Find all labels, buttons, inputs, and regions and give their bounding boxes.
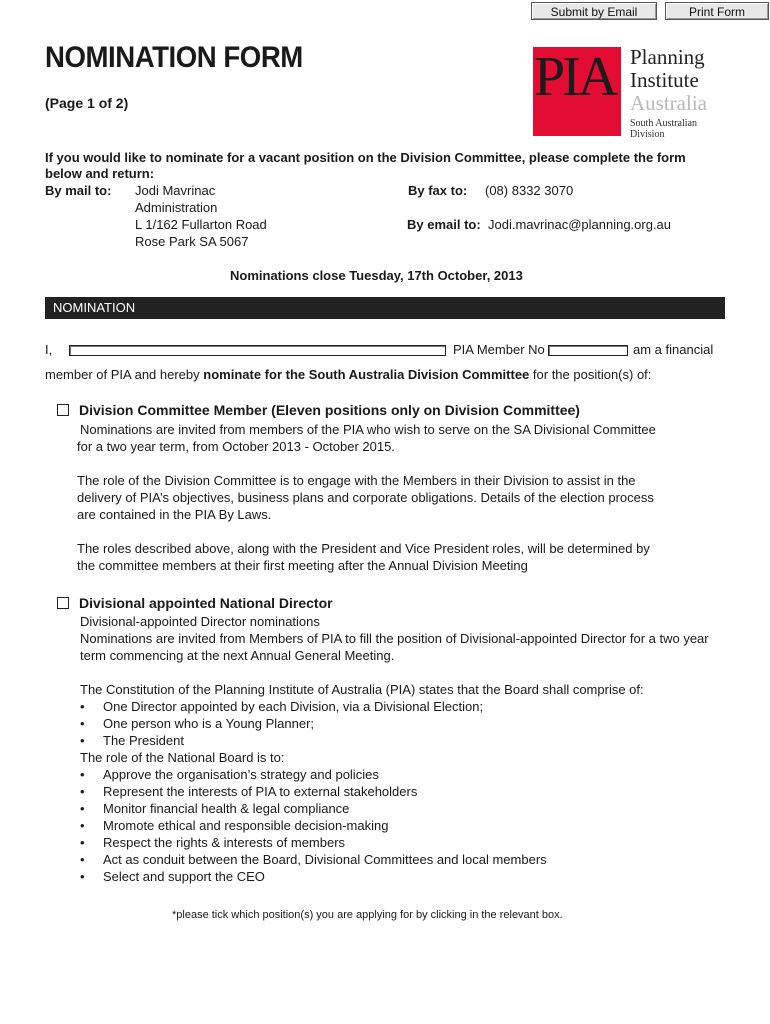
email-address: Jodi.mavrinac@planning.org.au bbox=[488, 217, 672, 232]
option1-text: delivery of PIA’s objectives, business plans and corporate obligations. Details of the election process bbox=[77, 490, 654, 505]
role-list-item: Monitor financial health & legal compliance bbox=[103, 801, 350, 816]
i-label: I, bbox=[45, 342, 53, 357]
board-list-item: The President bbox=[103, 733, 184, 748]
bullet-marker: • bbox=[80, 801, 85, 816]
submit-by-email-button[interactable]: Submit by Email bbox=[531, 2, 657, 20]
option1-text: are contained in the PIA By Laws. bbox=[77, 507, 272, 522]
bullet-marker: • bbox=[80, 835, 85, 850]
board-list-item: One person who is a Young Planner; bbox=[103, 716, 315, 731]
member-number-field[interactable] bbox=[548, 345, 628, 356]
option2-text: Divisional-appointed Director nominations bbox=[80, 614, 320, 629]
bullet-marker: • bbox=[80, 733, 85, 748]
role-label: The role of the National Board is to: bbox=[80, 750, 285, 765]
option1-text: for a two year term, from October 2013 - October 2015. bbox=[77, 439, 395, 454]
option1-text: The role of the Division Committee is to engage with the Members in their Division to assist in the bbox=[77, 473, 636, 488]
form-title: NOMINATION FORM bbox=[45, 41, 303, 74]
nomination-statement-c: for the position(s) of: bbox=[532, 367, 652, 382]
financial-text: am a financial bbox=[633, 342, 714, 357]
bullet-marker: • bbox=[80, 852, 85, 867]
member-no-label: PIA Member No bbox=[453, 342, 545, 357]
option2-text: Nominations are invited from Members of PIA to fill the position of Divisional-appointed Director for a two year bbox=[80, 631, 709, 646]
intro-line-1: If you would like to nominate for a vacant position on the Division Committee, please complete the form bbox=[45, 150, 686, 165]
footnote: *please tick which position(s) you are applying for by clicking in the relevant box. bbox=[172, 909, 563, 921]
role-list-item: Mromote ethical and responsible decision-making bbox=[103, 818, 389, 833]
option1-text: the committee members at their first meeting after the Annual Division Meeting bbox=[77, 558, 528, 573]
pia-logo-letters: PIA bbox=[534, 47, 616, 108]
role-list-item: Select and support the CEO bbox=[103, 869, 265, 884]
nominations-close: Nominations close Tuesday, 17th October, 2013 bbox=[230, 268, 523, 283]
logo-text-institute: Institute bbox=[630, 68, 699, 92]
role-list-item: Respect the rights & interests of members bbox=[103, 835, 346, 850]
bullet-marker: • bbox=[80, 784, 85, 799]
logo-text-planning: Planning bbox=[630, 45, 705, 69]
mail-address-line: Jodi Mavrinac bbox=[135, 183, 216, 198]
bullet-marker: • bbox=[80, 699, 85, 714]
role-list-item: Represent the interests of PIA to external stakeholders bbox=[103, 784, 418, 799]
page-indicator: (Page 1 of 2) bbox=[45, 95, 129, 111]
role-list-item: Approve the organisation’s strategy and policies bbox=[103, 767, 379, 782]
option2-text: The Constitution of the Planning Institute of Australia (PIA) states that the Board shall comprise of: bbox=[80, 682, 644, 697]
logo-text-division-2: Division bbox=[630, 129, 665, 140]
section-bar-nomination bbox=[45, 297, 725, 319]
mail-address-line: Rose Park SA 5067 bbox=[135, 234, 249, 249]
bullet-marker: • bbox=[80, 767, 85, 782]
bullet-marker: • bbox=[80, 818, 85, 833]
mail-address-line: L 1/162 Fullarton Road bbox=[135, 217, 267, 232]
fax-label: By fax to: bbox=[408, 183, 468, 198]
mail-label: By mail to: bbox=[45, 183, 112, 198]
nominee-name-field[interactable] bbox=[69, 345, 446, 356]
board-list-item: One Director appointed by each Division, via a Divisional Election; bbox=[103, 699, 484, 714]
nomination-statement-b: nominate for the South Australia Division Committee bbox=[203, 367, 530, 382]
section-title: NOMINATION bbox=[53, 300, 136, 315]
option1-text: Nominations are invited from members of the PIA who wish to serve on the SA Divisional Committee bbox=[80, 422, 656, 437]
pia-logo-mark bbox=[533, 47, 621, 136]
option1-title: Division Committee Member (Eleven positions only on Division Committee) bbox=[79, 402, 580, 418]
fax-number: (08) 8332 3070 bbox=[485, 183, 574, 198]
option2-text: term commencing at the next Annual General Meeting. bbox=[80, 648, 395, 663]
logo-text-division-1: South Australian bbox=[630, 118, 697, 129]
intro-line-2: below and return: bbox=[45, 166, 155, 181]
role-list-item: Act as conduit between the Board, Divisional Committees and local members bbox=[103, 852, 547, 867]
national-director-checkbox[interactable] bbox=[57, 597, 69, 609]
print-form-button[interactable]: Print Form bbox=[665, 2, 769, 20]
bullet-marker: • bbox=[80, 716, 85, 731]
bullet-marker: • bbox=[80, 869, 85, 884]
mail-address-line: Administration bbox=[135, 200, 218, 215]
nomination-statement bbox=[45, 367, 651, 382]
division-committee-checkbox[interactable] bbox=[57, 404, 69, 416]
option1-text: The roles described above, along with the President and Vice President roles, will be determined by bbox=[77, 541, 650, 556]
email-label: By email to: bbox=[407, 217, 481, 232]
logo-text-australia: Australia bbox=[630, 91, 707, 115]
option2-title: Divisional appointed National Director bbox=[79, 595, 333, 611]
nomination-statement-a: member of PIA and hereby bbox=[45, 367, 200, 382]
